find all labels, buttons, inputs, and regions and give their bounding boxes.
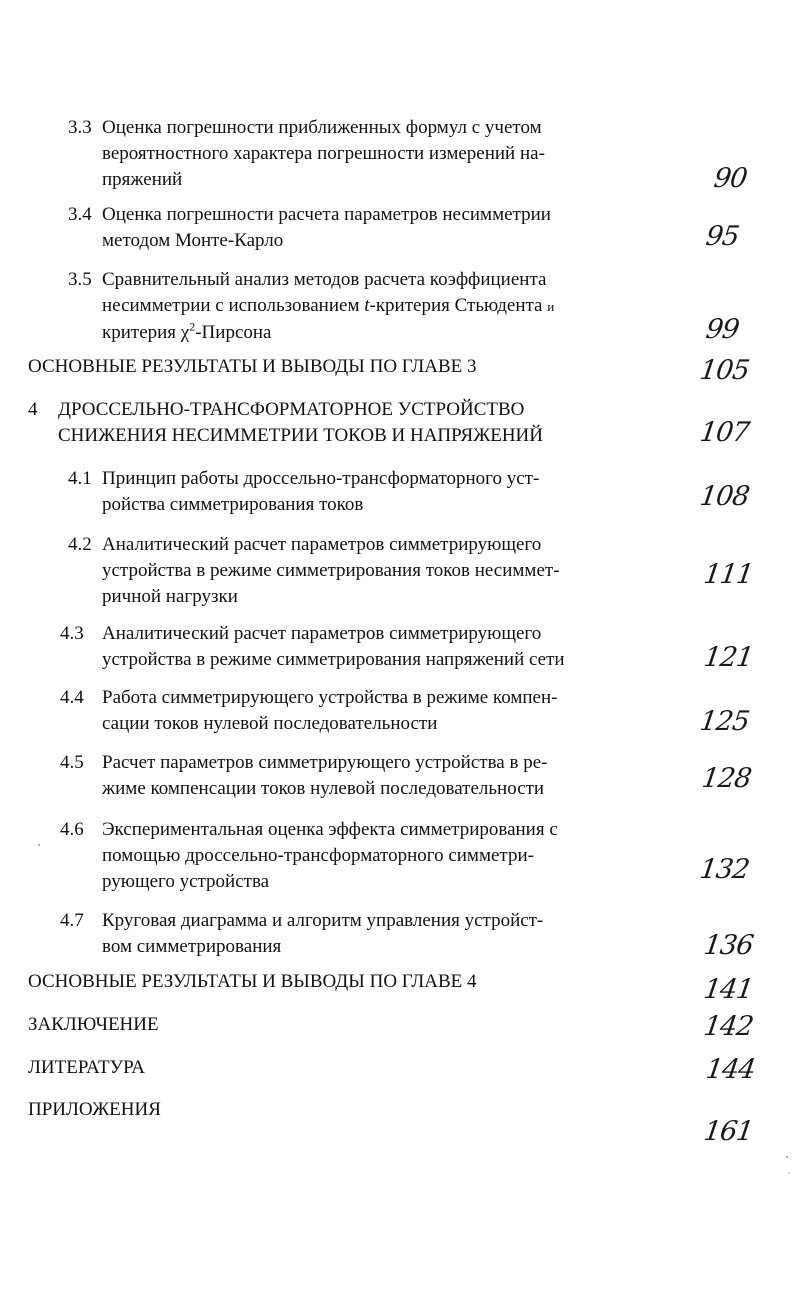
section-number: 3.3: [68, 117, 92, 138]
scan-speck: [786, 1156, 788, 1158]
page-number-handwritten: 141: [701, 974, 755, 1005]
section-title: Аналитический расчет параметров симметрирующего устройства в режиме симметрирования напряжений сети: [102, 623, 565, 670]
section-title: Работа симметрирующего устройства в режиме компен- сации токов нулевой последовательности: [102, 687, 558, 734]
section-number: 4.2: [68, 534, 92, 555]
section-title: Экспериментальная оценка эффекта симметрирования с помощью дроссельно-трансформаторного симметри- рующего устройства: [102, 819, 558, 892]
chapter-title: ДРОССЕЛЬНО-ТРАНСФОРМАТОРНОЕ УСТРОЙСТВО СНИЖЕНИЯ НЕСИММЕТРИИ ТОКОВ И НАПРЯЖЕНИЙ: [58, 399, 543, 446]
page-number-handwritten: 111: [701, 559, 755, 590]
section-title: ОСНОВНЫЕ РЕЗУЛЬТАТЫ И ВЫВОДЫ ПО ГЛАВЕ 4: [28, 971, 477, 992]
page-number-handwritten: 90: [711, 163, 749, 194]
page-number-handwritten: 105: [697, 355, 751, 386]
section-title: ЗАКЛЮЧЕНИЕ: [28, 1014, 159, 1035]
section-title: Оценка погрешности расчета параметров несимметрии методом Монте-Карло: [102, 204, 551, 251]
page-number-handwritten: 107: [697, 417, 751, 448]
section-title: ЛИТЕРАТУРА: [28, 1057, 145, 1078]
page-number-handwritten: 128: [699, 763, 753, 794]
section-title: Сравнительный анализ методов расчета коэффициента несимметрии с использованием t-критерия Стьюдента и критерия $\chi^2$-Пирсона: [102, 269, 555, 343]
page-number-handwritten: 99: [703, 314, 741, 345]
page-number-handwritten: 95: [703, 221, 741, 252]
section-number: 4.3: [60, 623, 84, 644]
section-title: Аналитический расчет параметров симметрирующего устройства в режиме симметрирования токов несиммет- ричной нагрузки: [102, 534, 560, 607]
section-title: Расчет параметров симметрирующего устройства в ре- жиме компенсации токов нулевой последовательности: [102, 752, 548, 799]
page-number-handwritten: 161: [701, 1116, 755, 1147]
section-number: 4.5: [60, 752, 84, 773]
chapter-number: 4: [28, 399, 38, 420]
section-title: Принцип работы дроссельно-трансформаторного уст- ройства симметрирования токов: [102, 468, 540, 515]
page-number-handwritten: 108: [697, 481, 751, 512]
section-title: Оценка погрешности приближенных формул с учетом вероятностного характера погрешности измерений на- пряжений: [102, 117, 545, 190]
page-number-handwritten: 136: [701, 930, 755, 961]
section-title: ОСНОВНЫЕ РЕЗУЛЬТАТЫ И ВЫВОДЫ ПО ГЛАВЕ 3: [28, 356, 477, 377]
page-number-handwritten: 121: [701, 642, 755, 673]
section-title: ПРИЛОЖЕНИЯ: [28, 1099, 161, 1120]
section-number: 4.6: [60, 819, 84, 840]
section-number: 4.1: [68, 468, 92, 489]
section-number: 4.4: [60, 687, 84, 708]
section-number: 3.5: [68, 269, 92, 290]
section-title: Круговая диаграмма и алгоритм управления устройст- вом симметрирования: [102, 910, 544, 957]
scan-speck: [38, 844, 40, 846]
scan-speck: [788, 1172, 790, 1174]
page-number-handwritten: 132: [697, 854, 751, 885]
section-number: 3.4: [68, 204, 92, 225]
page-number-handwritten: 144: [703, 1054, 757, 1085]
page-number-handwritten: 125: [697, 706, 751, 737]
section-number: 4.7: [60, 910, 84, 931]
page-number-handwritten: 142: [701, 1011, 755, 1042]
